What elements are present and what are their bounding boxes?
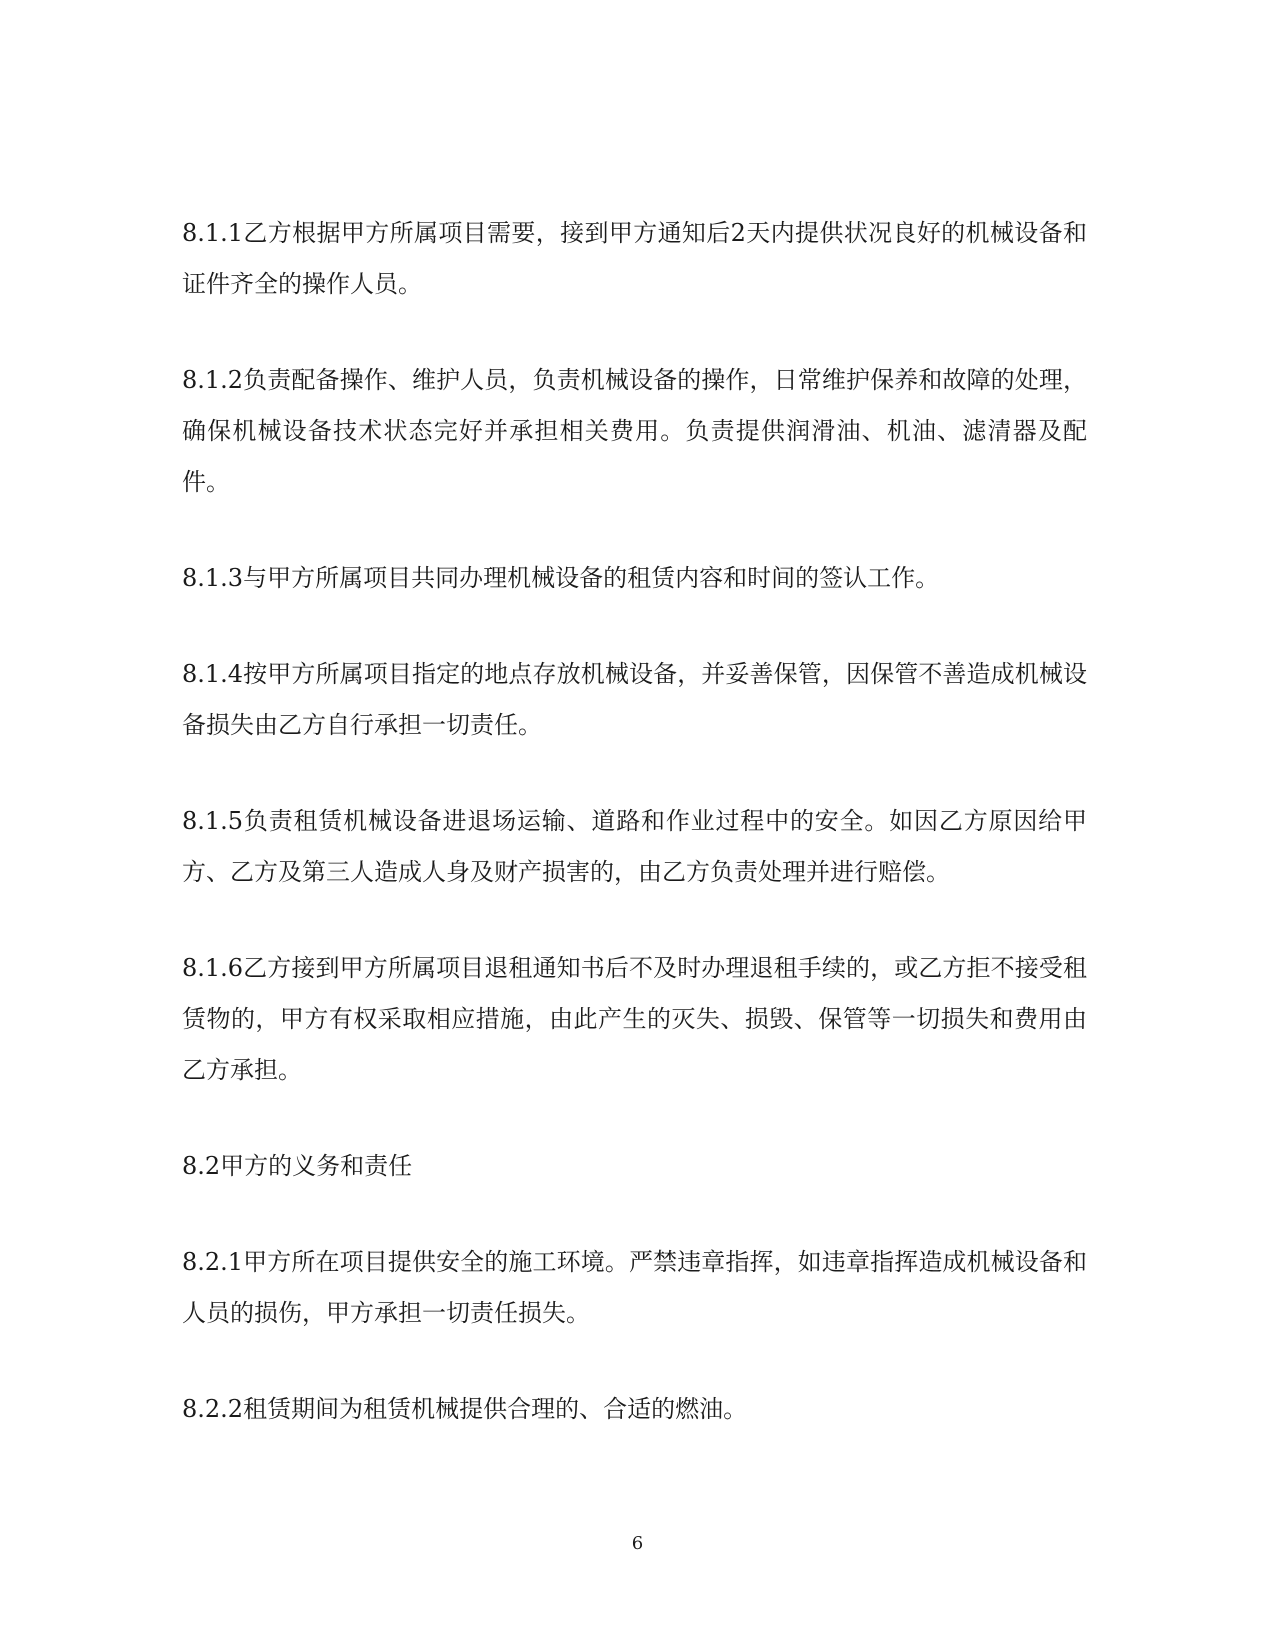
clause-8-2-2: 8.2.2租赁期间为租赁机械提供合理的、合适的燃油。 bbox=[182, 1395, 748, 1423]
clause-8-1-6: 8.1.6乙方接到甲方所属项目退租通知书后不及时办理退租手续的，或乙方拒不接受租赁物的，甲方有权采取相应措施，由此产生的灭失、损毁、保管等一切损失和费用由乙方承担。 bbox=[182, 954, 1087, 1084]
clause-8-1-4: 8.1.4按甲方所属项目指定的地点存放机械设备，并妥善保管，因保管不善造成机械设备损失由乙方自行承担一切责任。 bbox=[182, 660, 1087, 739]
section-heading-8-2: 8.2甲方的义务和责任 bbox=[182, 1152, 413, 1180]
page-number: 6 bbox=[631, 1533, 644, 1554]
clause-8-1-1: 8.1.1乙方根据甲方所属项目需要，接到甲方通知后2天内提供状况良好的机械设备和证件齐全的操作人员。 bbox=[182, 219, 1087, 298]
clause-8-1-5: 8.1.5负责租赁机械设备进退场运输、道路和作业过程中的安全。如因乙方原因给甲方、乙方及第三人造成人身及财产损害的，由乙方负责处理并进行赔偿。 bbox=[182, 807, 1087, 886]
clause-8-1-2: 8.1.2负责配备操作、维护人员，负责机械设备的操作，日常维护保养和故障的处理，确保机械设备技术状态完好并承担相关费用。负责提供润滑油、机油、滤清器及配件。 bbox=[182, 366, 1087, 496]
clause-8-2-1: 8.2.1甲方所在项目提供安全的施工环境。严禁违章指挥，如违章指挥造成机械设备和人员的损伤，甲方承担一切责任损失。 bbox=[182, 1248, 1087, 1327]
document-body bbox=[182, 208, 1087, 1480]
clause-8-1-3: 8.1.3与甲方所属项目共同办理机械设备的租赁内容和时间的签认工作。 bbox=[182, 564, 940, 592]
